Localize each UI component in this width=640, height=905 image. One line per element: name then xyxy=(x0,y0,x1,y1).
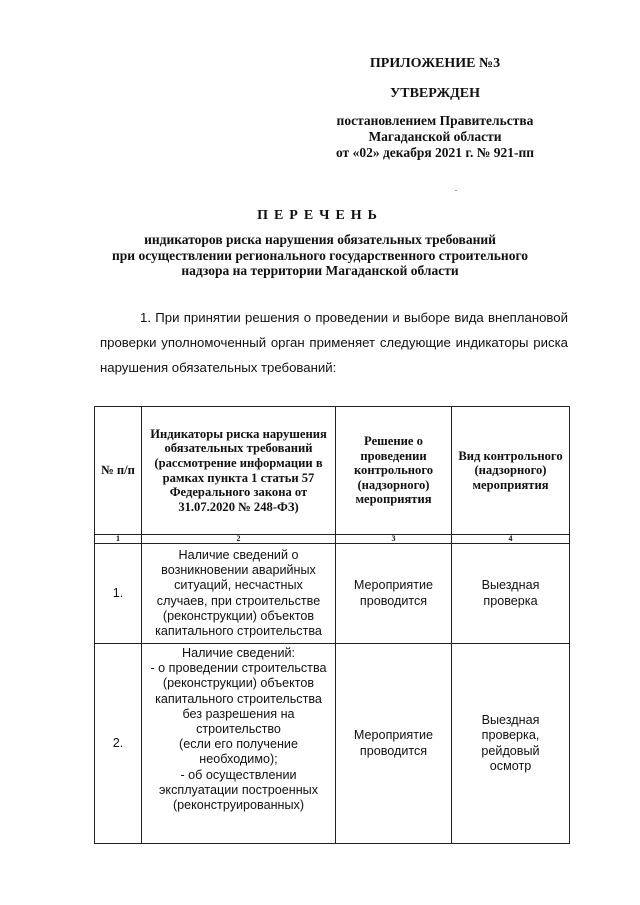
row-2-indicator-line: (если его получение xyxy=(179,737,298,752)
subtitle-line-2: при осуществлении регионального государственного строительного xyxy=(112,247,528,263)
col-number-3: 3 xyxy=(336,535,452,544)
row-1-type-line: Выездная xyxy=(481,578,540,593)
decree-line-3: от «02» декабря 2021 г. № 921-пп xyxy=(335,145,534,160)
col-number-2: 2 xyxy=(142,535,336,544)
row-1-indicator-line: случаев, при строительстве xyxy=(156,593,321,608)
col-number-4: 4 xyxy=(452,535,570,544)
row-1-decision xyxy=(336,544,452,644)
row-1-decision-line: проводится xyxy=(359,593,428,608)
approved-label: УТВЕРЖДЕН xyxy=(389,86,481,101)
row-2-type-line: рейдовый xyxy=(481,743,540,758)
row-2-indicator-line: (реконструированных) xyxy=(172,798,305,813)
row-1-indicator-line: (реконструкции) объектов xyxy=(162,608,315,623)
table-row xyxy=(95,544,570,644)
decree-line-2: Магаданской области xyxy=(368,129,502,144)
document-subtitle xyxy=(95,232,545,279)
row-1-decision-line: Мероприятие xyxy=(353,578,434,593)
row-1-indicator-line: ситуаций, несчастных xyxy=(174,578,303,593)
intro-text: 1. При принятии решения о проведении и выборе вида внеплановой проверки уполномоченный орган применяет следующие индикаторы риска нарушения обязательных требований: xyxy=(100,310,568,375)
row-2-indicator-line: без разрешения на xyxy=(182,706,295,721)
decree-reference xyxy=(300,113,570,161)
header-type: Вид контрольного (надзорного) мероприятия xyxy=(452,407,570,535)
document-title: ПЕРЕЧЕНЬ xyxy=(257,208,383,223)
row-1-type-line: проверка xyxy=(483,593,538,608)
col-number-1: 1 xyxy=(95,535,142,544)
row-1-indicator-line: Наличие сведений о xyxy=(178,547,299,562)
row-2-indicator-line: необходимо); xyxy=(199,752,278,767)
risk-indicators-table xyxy=(94,406,570,844)
row-2-indicator-line: эксплуатации построенных xyxy=(159,782,318,797)
row-2-indicator-line: Наличие сведений: xyxy=(181,646,296,660)
row-2-indicator-line: - об осуществлении xyxy=(180,767,297,782)
row-1-type xyxy=(452,544,570,644)
appendix-label: ПРИЛОЖЕНИЕ №3 xyxy=(369,56,501,71)
intro-paragraph xyxy=(100,305,568,380)
row-2-type-line: осмотр xyxy=(489,758,532,773)
row-1-indicator-line: возникновении аварийных xyxy=(161,563,316,578)
subtitle-line-3: надзора на территории Магаданской области xyxy=(181,263,459,278)
row-2-indicator-line: (реконструкции) объектов xyxy=(162,676,315,691)
decree-line-1: постановлением Правительства xyxy=(336,113,534,128)
row-2-type xyxy=(452,644,570,844)
row-2-type-line: проверка, xyxy=(481,728,540,743)
row-2-decision xyxy=(336,644,452,844)
subtitle-line-1: индикаторов риска нарушения обязательных требований xyxy=(144,232,496,247)
row-2-indicator-line: - о проведении строительства xyxy=(150,661,327,676)
row-2-num: 2. xyxy=(95,644,142,844)
row-2-indicator-line: строительство xyxy=(196,722,281,737)
row-2-decision-line: проводится xyxy=(359,743,428,758)
header-indicators: Индикаторы риска нарушения обязательных требований (рассмотрение информации в рамках пункта 1 статьи 57 Федерального закона от 31.07.2020 № 248-ФЗ) xyxy=(142,407,336,535)
table-row xyxy=(95,644,570,844)
row-1-indicator xyxy=(142,544,336,644)
row-2-indicator xyxy=(142,644,336,844)
row-2-indicator-line: капитального строительства xyxy=(155,691,322,706)
header-decision: Решение о проведении контрольного (надзорного) мероприятия xyxy=(336,407,452,535)
row-2-type-line: Выездная xyxy=(481,713,540,728)
header-num: № п/п xyxy=(95,407,142,535)
row-1-num: 1. xyxy=(95,544,142,644)
scan-speck xyxy=(455,190,457,191)
row-1-indicator-line: капитального строительства xyxy=(155,623,322,638)
row-2-decision-line: Мероприятие xyxy=(353,728,434,743)
